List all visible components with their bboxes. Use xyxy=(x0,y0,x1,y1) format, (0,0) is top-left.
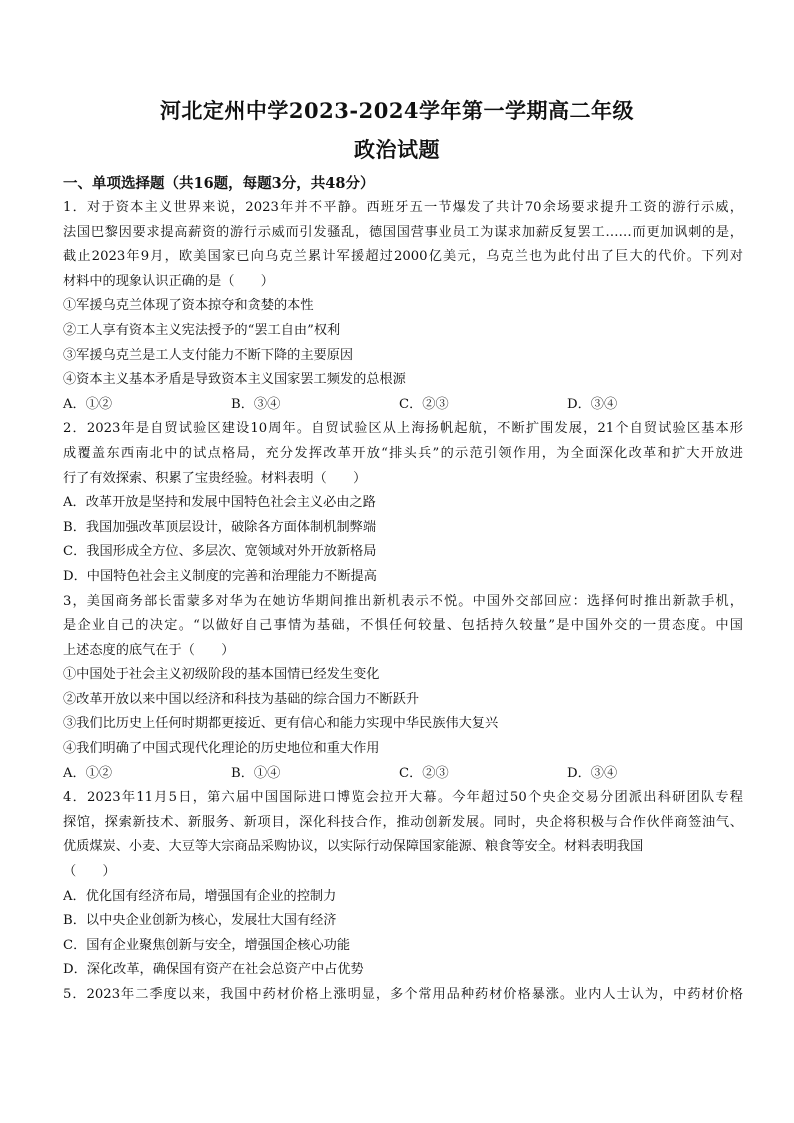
question-stem-line: 成覆盖东西南北中的试点格局，充分发挥改革开放“排头兵”的示范引领作用，为全面深化改革和扩大开放进 xyxy=(63,445,743,461)
question-stem-line: 5．2023年二季度以来，我国中药材价格上涨明显，多个常用品种药材价格暴涨。业内人士认为，中药材价格 xyxy=(63,987,743,1002)
option-item: C．国有企业聚焦创新与安全，增强国企核心功能 xyxy=(63,937,351,953)
question-stem-line: 上述态度的底气在于（ ） xyxy=(63,642,235,658)
option-item: C．我国形成全方位、多层次、宽领域对外开放新格局 xyxy=(63,544,377,560)
question-stem-line: 2．2023年是自贸试验区建设10周年。自贸试验区从上海扬帆起航，不断扩围发展，21个自贸试验区基本形 xyxy=(63,421,743,437)
question-stem-line: 截止2023年9月，欧美国家已向乌克兰累计军援超过2000亿美元，乌克兰也为此付出了巨大的代价。下列对 xyxy=(63,249,743,265)
option-item: A．优化国有经济布局，增强国有企业的控制力 xyxy=(63,888,337,904)
option-item: A．改革开放是坚持和发展中国特色社会主义必由之路 xyxy=(63,495,376,511)
question-stem-line: 行了有效探索、积累了宝贵经验。材料表明（ ） xyxy=(63,470,367,486)
exam-subject: 政治试题 xyxy=(354,137,440,162)
question-stem-line: 优质煤炭、小麦、大豆等大宗商品采购协议，以实际行动保障国家能源、粮食等安全。材料表明我国 xyxy=(63,839,644,855)
question-4 xyxy=(63,786,743,983)
option-item: D．中国特色社会主义制度的完善和治理能力不断提高 xyxy=(63,568,377,584)
question-5 xyxy=(63,983,743,1008)
option-d: D．③④ xyxy=(567,396,618,412)
question-stem-line: （ ） xyxy=(63,864,116,880)
option-c: C．②③ xyxy=(399,765,449,781)
statement-item: ②改革开放以来中国以经济和科技为基础的综合国力不断跃升 xyxy=(63,691,420,707)
option-b: B．①④ xyxy=(231,765,281,781)
statement-item: ①军援乌克兰体现了资本掠夺和贪婪的本性 xyxy=(63,298,314,314)
option-b: B．③④ xyxy=(231,396,281,412)
question-1 xyxy=(63,196,743,417)
statement-item: ④资本主义基本矛盾是导致资本主义国家罢工频发的总根源 xyxy=(63,372,406,388)
statement-item: ③我们比历史上任何时期都更接近、更有信心和能力实现中华民族伟大复兴 xyxy=(63,716,499,732)
question-stem-line: 探馆，探索新技术、新服务、新项目，深化科技合作，推动创新发展。同时，央企将积极与合作伙伴商签油气、 xyxy=(63,814,743,830)
option-a: A．①② xyxy=(63,765,113,781)
question-stem-line: 3，美国商务部长雷蒙多对华为在她访华期间推出新机表示不悦。中国外交部回应：选择何时推出新款手机， xyxy=(63,593,743,609)
answer-options xyxy=(63,762,743,787)
statement-item: ①中国处于社会主义初级阶段的基本国情已经发生变化 xyxy=(63,667,380,683)
option-item: B．我国加强改革顶层设计，破除各方面体制机制弊端 xyxy=(63,519,377,535)
answer-options xyxy=(63,393,743,418)
question-stem-line: 材料中的现象认识正确的是（ ） xyxy=(63,273,274,289)
question-stem-line: 4．2023年11月5日，第六届中国国际进口博览会拉开大幕。今年超过50个央企交易分团派出科研团队专程 xyxy=(63,790,743,806)
section-heading: 一、单项选择题（共16题，每题3分，共48分） xyxy=(63,175,375,192)
question-stem-line: 1．对于资本主义世界来说，2023年并不平静。西班牙五一节爆发了共计70余场要求提升工资的游行示威， xyxy=(63,200,743,215)
option-c: C．②③ xyxy=(399,396,449,412)
exam-title: 河北定州中学2023-2024学年第一学期高二年级 xyxy=(159,98,635,123)
question-stem-line: 法国巴黎因要求提高薪资的游行示威而引发骚乱，德国国营事业员工为谋求加薪反复罢工……而更加讽刺的是， xyxy=(63,224,743,240)
statement-item: ③军援乌克兰是工人支付能力不断下降的主要原因 xyxy=(63,347,354,363)
question-list xyxy=(63,196,743,1008)
question-3 xyxy=(63,590,743,787)
question-2 xyxy=(63,417,743,589)
statement-item: ②工人享有资本主义宪法授予的“罢工自由”权利 xyxy=(63,322,341,338)
option-item: D．深化改革，确保国有资产在社会总资产中占优势 xyxy=(63,962,364,978)
option-d: D．③④ xyxy=(567,765,618,781)
option-item: B．以中央企业创新为核心，发展壮大国有经济 xyxy=(63,913,337,929)
question-stem-line: 是企业自己的决定。“以做好自己事情为基础，不惧任何较量、包括持久较量”是中国外交的一贯态度。中国 xyxy=(63,618,743,634)
option-a: A．①② xyxy=(63,396,113,412)
statement-item: ④我们明确了中国式现代化理论的历史地位和重大作用 xyxy=(63,741,380,757)
